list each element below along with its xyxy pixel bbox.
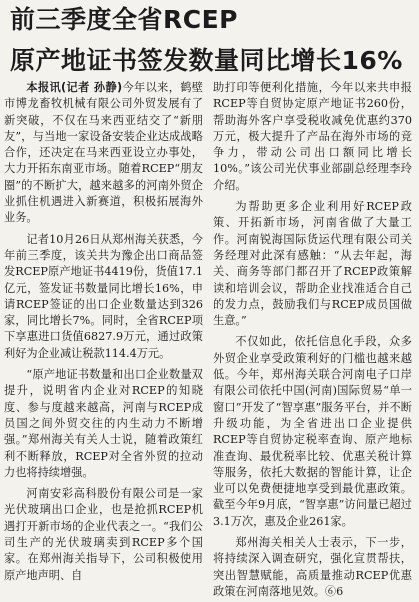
byline: 本报讯(记者 孙静) — [26, 81, 123, 94]
article-paragraph-6: 不仅如此，依托信息化手段，众多外贸企业享受政策利好的门槛也越来越低。今年，郑州海关联合河南电子口岸有限公司依托中国(河南)国际贸易“单一窗口”开发了“智享惠”服务平台，并不断升级功能，为全省进出口企业提供RCEP等自贸协定税率查询、原产地标准查询、最优税率比较、优惠关税计算等服务，依托大数据的智能计算，让企业可以免费便捷地享受到最优惠政策。截至今年9月底，“智享惠”访问量已超过3.1万次，惠及企业261家。 — [213, 335, 412, 528]
headline-line-2: 原产地证书签发数量同比增长16% — [10, 46, 403, 75]
article-paragraph-7: 郑州海关相关人士表示，下一步，将持续深入调查研究，强化宣贯帮扶，突出智慧赋能，高质量推动RCEP优惠政策在河南落地见效。⑥6 — [213, 536, 412, 598]
article-paragraph-3: “原产地证书数量和出口企业数量双提升，说明省内企业对RCEP的知晓度、参与度越来越高，河南与RCEP成员国之间外贸交往的内生动力不断增强。”郑州海关有关人士说，随着政策红利不断释放，RCEP对全省外贸的拉动力也将持续增强。 — [4, 368, 203, 479]
article-paragraph-2: 记者10月26日从郑州海关获悉，今年前三季度，该关共为豫企出口商品签发RCEP原产地证书4419份，货值17.1亿元，签发证书数量同比增长16%，申请RCEP签证的出口企业数量达到326家，同比增长7%。同时，全省RCEP项下享惠进口货值6827.9万元，通过政策利好为企业减让税款114.4万元。 — [4, 232, 203, 360]
article-column-right — [213, 80, 412, 600]
headline-line-1: 前三季度全省RCEP — [10, 5, 238, 34]
article-paragraph-4-continued: 助打印等便利化措施，今年以来共申报RCEP等自贸协定原产地证书260份，帮助海外客户享受税收减免优惠约370万元，极大提升了产品在海外市场的竞争力，带动公司出口额同比增长10%。”该公司光伏事业部副总经理李玲介绍。 — [213, 81, 412, 192]
headline — [10, 2, 410, 80]
article-paragraph-5: 为帮助更多企业利用好RCEP政策、开拓新市场，河南省做了大量工作。河南锐海国际货运代理有限公司关务经理对此深有感触：“从去年起，海关、商务等部门都召开了RCEP政策解读和培训会议，帮助企业找准适合自己的发力点，鼓励我们与RCEP成员国做生意。” — [213, 200, 412, 328]
article-paragraph-1 — [4, 80, 203, 227]
paragraph-1-text: 今年以来，鹤壁市博龙畜牧机械有限公司外贸发展有了新突破，不仅在马来西亚结交了“新朋友”，与当地一家设备安装企业达成战略合作，还决定在马来西亚设立办事处，大力开拓东南亚市场。随着RCEP“朋友圈”的不断扩大，越来越多的河南外贸企业抓住机遇进入新赛道，积极拓展海外业务。 — [4, 81, 203, 225]
article-column-left — [4, 80, 203, 584]
article-paragraph-4-start: 河南安彩高科股份有限公司是一家光伏玻璃出口企业，也是抢抓RCEP机遇打开新市场的企业代表之一。“我们公司生产的光伏玻璃卖到RCEP多个国家。在郑州海关指导下，公司积极使用原产地声明、自 — [4, 487, 203, 582]
